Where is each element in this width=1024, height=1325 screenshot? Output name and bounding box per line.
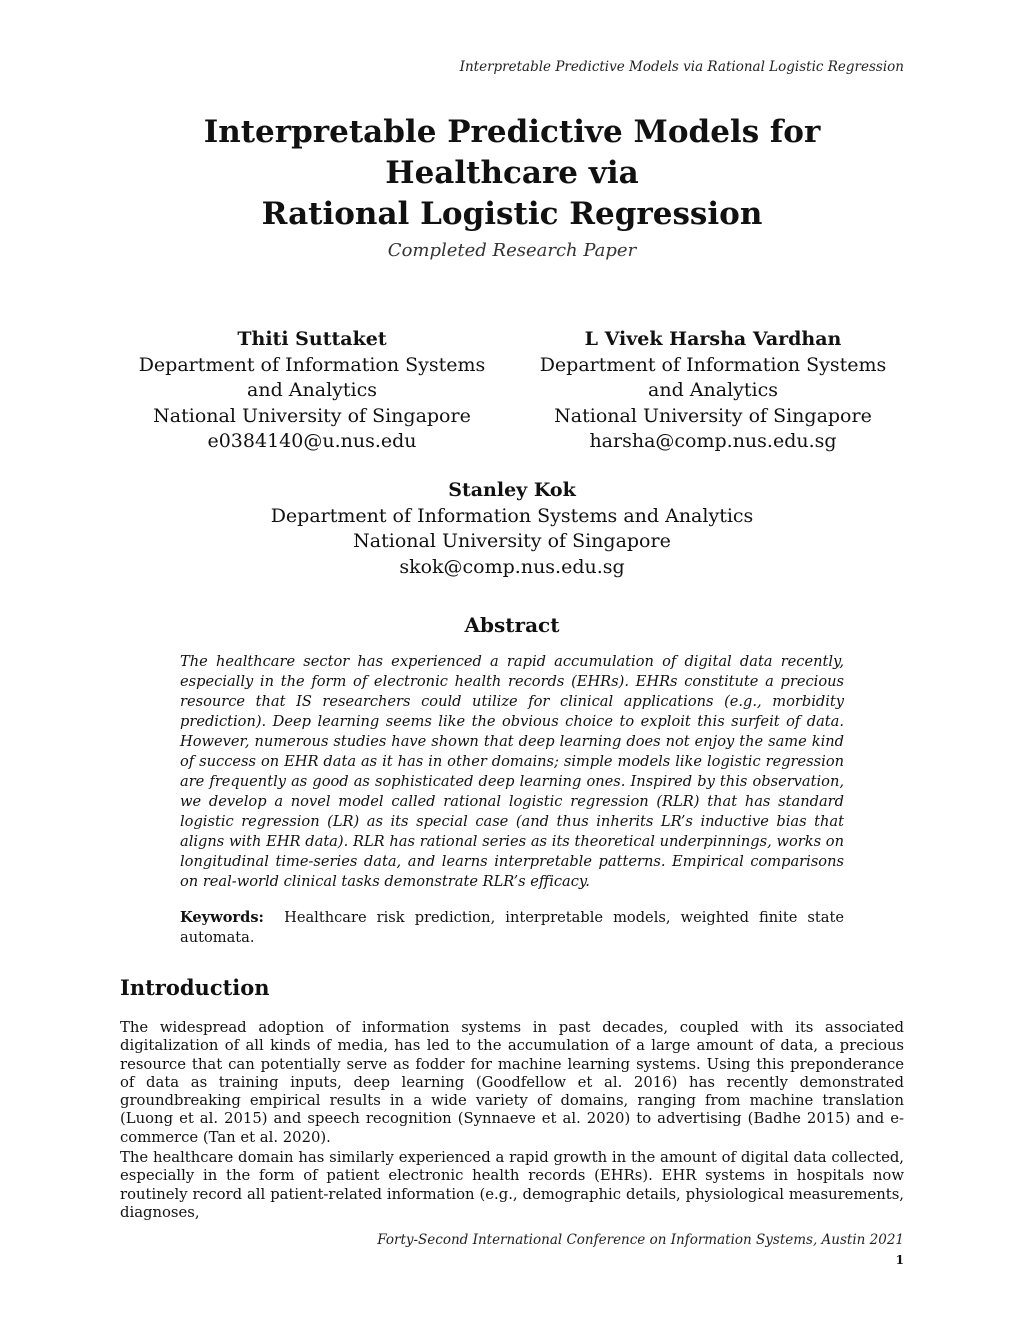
keywords-text: Healthcare risk prediction, interpretable models, weighted finite state automata.: [180, 909, 844, 946]
introduction-paragraph: The widespread adoption of information systems in past decades, coupled with its associated digitalization of all kinds of media, has led to the accumulation of a large amount of data, a precious resource that can potentially serve as fodder for machine learning systems. Using this preponderance of data as training inputs, deep learning (Goodfellow et al. 2016) has recently demonstrated groundbreaking empirical results in a wide variety of domains, ranging from machine translation (Luong et al. 2015) and speech recognition (Synnaeve et al. 2020) to advertising (Badhe 2015) and e-commerce (Tan et al. 2020).: [120, 1019, 904, 1146]
paper-title: [0, 112, 1024, 235]
running-head: Interpretable Predictive Models via Rational Logistic Regression: [459, 59, 904, 75]
abstract-body: The healthcare sector has experienced a rapid accumulation of digital data recently, especially in the form of electronic health records (EHRs). EHRs constitute a precious resource that IS researchers could utilize for clinical applications (e.g., morbidity prediction). Deep learning seems like the obvious choice to exploit this surfeit of data. However, numerous studies have shown that deep learning does not enjoy the same kind of success on EHR data as it has in other domains; simple models like logistic regression are frequently as good as sophisticated deep learning ones. Inspired by this observation, we develop a novel model called rational logistic regression (RLR) that has standard logistic regression (LR) as its special case (and thus inherits LR’s inductive bias that aligns with EHR data). RLR has rational series as its theoretical underpinnings, works on longitudinal time-series data, and learns interpretable patterns. Empirical comparisons on real-world clinical tasks demonstrate RLR’s efficacy.: [180, 653, 844, 890]
author-block: [112, 478, 912, 580]
author-department: Department of Information Systems and Analytics: [270, 504, 754, 527]
author-department: Department of Information Systems: [539, 353, 887, 376]
introduction-heading: Introduction: [120, 975, 270, 1000]
author-name: Thiti Suttaket: [237, 328, 387, 350]
author-university: National University of Singapore: [153, 404, 471, 427]
paper-type: Completed Research Paper: [387, 240, 637, 261]
author-department-cont: and Analytics: [247, 379, 377, 401]
page-number: 1: [895, 1253, 904, 1267]
title-line-1: Interpretable Predictive Models for: [203, 114, 821, 150]
footer-conference: Forty-Second International Conference on Information Systems, Austin 2021: [377, 1232, 904, 1248]
keywords-label: Keywords:: [180, 909, 264, 926]
author-department: Department of Information Systems: [138, 353, 486, 376]
author-university: National University of Singapore: [554, 404, 872, 427]
keywords: [180, 908, 844, 948]
author-email[interactable]: skok@comp.nus.edu.sg: [399, 555, 625, 578]
author-department-cont: and Analytics: [648, 379, 778, 401]
title-line-2: Healthcare via: [385, 155, 639, 191]
introduction-paragraph: The healthcare domain has similarly experienced a rapid growth in the amount of digital data collected, especially in the form of patient electronic health records (EHRs). EHR systems in hospitals now routinely record all patient-related information (e.g., demographic details, physiological measurements, diagnoses,: [120, 1149, 904, 1221]
author-block: [112, 327, 512, 455]
author-email[interactable]: harsha@comp.nus.edu.sg: [589, 430, 837, 452]
abstract-heading: Abstract: [464, 613, 560, 637]
author-email[interactable]: e0384140@u.nus.edu: [207, 430, 417, 452]
title-line-3: Rational Logistic Regression: [261, 196, 763, 232]
author-name: L Vivek Harsha Vardhan: [584, 328, 842, 350]
author-university: National University of Singapore: [353, 530, 671, 552]
author-block: [513, 327, 913, 455]
author-name: Stanley Kok: [448, 479, 576, 501]
